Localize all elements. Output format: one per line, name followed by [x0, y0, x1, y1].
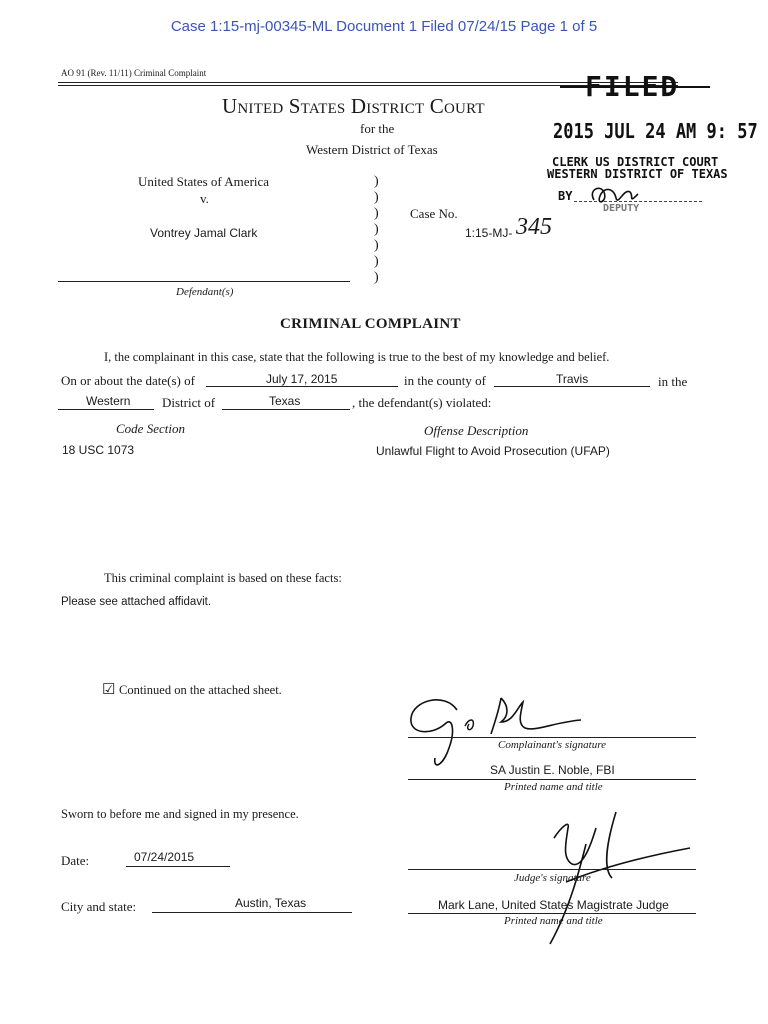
code-section-value: 18 USC 1073 — [62, 443, 135, 457]
division-value: Western — [86, 394, 131, 408]
judge-sig-label: Judge's signature — [514, 872, 591, 884]
city-state-rule — [152, 912, 352, 913]
stamp-district: WESTERN DISTRICT OF TEXAS — [547, 167, 728, 181]
continued-checkbox[interactable]: ☑ — [102, 682, 116, 698]
judge-name-rule — [408, 913, 696, 914]
in-the-label: in the — [658, 374, 688, 389]
plaintiff: United States of America — [138, 174, 270, 189]
date-value-rule — [126, 866, 230, 867]
date-rule — [206, 386, 398, 387]
court-district: Western District of Texas — [306, 142, 438, 157]
offense-date: July 17, 2015 — [266, 372, 338, 386]
filed-strike — [560, 86, 710, 88]
filed-stamp: FILED — [585, 70, 680, 103]
case-no-handwritten: 345 — [516, 214, 552, 240]
city-state-label: City and state: — [61, 899, 137, 914]
complainant-sig-label: Complainant's signature — [498, 739, 606, 751]
complaint-title: CRIMINAL COMPLAINT — [280, 316, 461, 332]
city-state-value: Austin, Texas — [235, 896, 307, 910]
county-rule — [494, 386, 650, 387]
complainant-name-rule — [408, 779, 696, 780]
district-of-label: District of — [162, 395, 216, 410]
versus: v. — [200, 191, 209, 206]
stamp-deputy: DEPUTY — [603, 203, 640, 214]
offense-description-value: Unlawful Flight to Avoid Prosecution (UFAP) — [376, 444, 610, 458]
defendant-rule — [58, 281, 350, 282]
form-id: AO 91 (Rev. 11/11) Criminal Complaint — [61, 68, 207, 78]
continued-label: Continued on the attached sheet. — [119, 683, 282, 697]
complainant-sig-rule — [408, 737, 696, 738]
court-for: for the — [360, 121, 395, 136]
judge-name-label: Printed name and title — [504, 915, 603, 927]
facts-text: Please see attached affidavit. — [61, 596, 212, 608]
intro-statement: I, the complainant in this case, state that the following is true to the best of my knowledge and belief. — [104, 350, 610, 364]
court-title: United States District Court — [222, 94, 485, 118]
date-value: 07/24/2015 — [134, 850, 195, 864]
defendant-name: Vontrey Jamal Clark — [150, 226, 258, 240]
county-label: in the county of — [404, 373, 486, 388]
division-rule — [58, 409, 154, 410]
date-label: Date: — [61, 853, 90, 868]
facts-label: This criminal complaint is based on these facts: — [104, 571, 342, 585]
paren-column: ) ) ) ) ) ) ) — [374, 174, 379, 285]
case-no-typed: 1:15-MJ- — [465, 226, 513, 240]
on-about-label: On or about the date(s) of — [61, 373, 195, 388]
sworn-statement: Sworn to before me and signed in my presence. — [61, 807, 299, 821]
filed-datetime: 2015 JUL 24 AM 9: 57 — [553, 120, 758, 144]
clerk-initials-icon — [586, 180, 646, 210]
offense-description-header: Offense Description — [424, 423, 529, 438]
state-rule — [222, 409, 350, 410]
complainant-name: SA Justin E. Noble, FBI — [490, 763, 615, 777]
violated-label: , the defendant(s) violated: — [352, 395, 492, 410]
judge-sig-rule — [408, 869, 696, 870]
complainant-name-label: Printed name and title — [504, 781, 603, 793]
stamp-by: BY — [558, 189, 573, 203]
code-section-header: Code Section — [116, 421, 185, 436]
case-no-label: Case No. — [410, 206, 458, 221]
case-header: Case 1:15-mj-00345-ML Document 1 Filed 07/24/15 Page 1 of 5 — [170, 18, 598, 35]
stamp-clerk: CLERK US DISTRICT COURT — [552, 155, 719, 169]
judge-name: Mark Lane, United States Magistrate Judge — [438, 898, 669, 912]
defendant-label: Defendant(s) — [176, 286, 234, 298]
county-value: Travis — [556, 372, 589, 386]
state-value: Texas — [269, 394, 301, 408]
